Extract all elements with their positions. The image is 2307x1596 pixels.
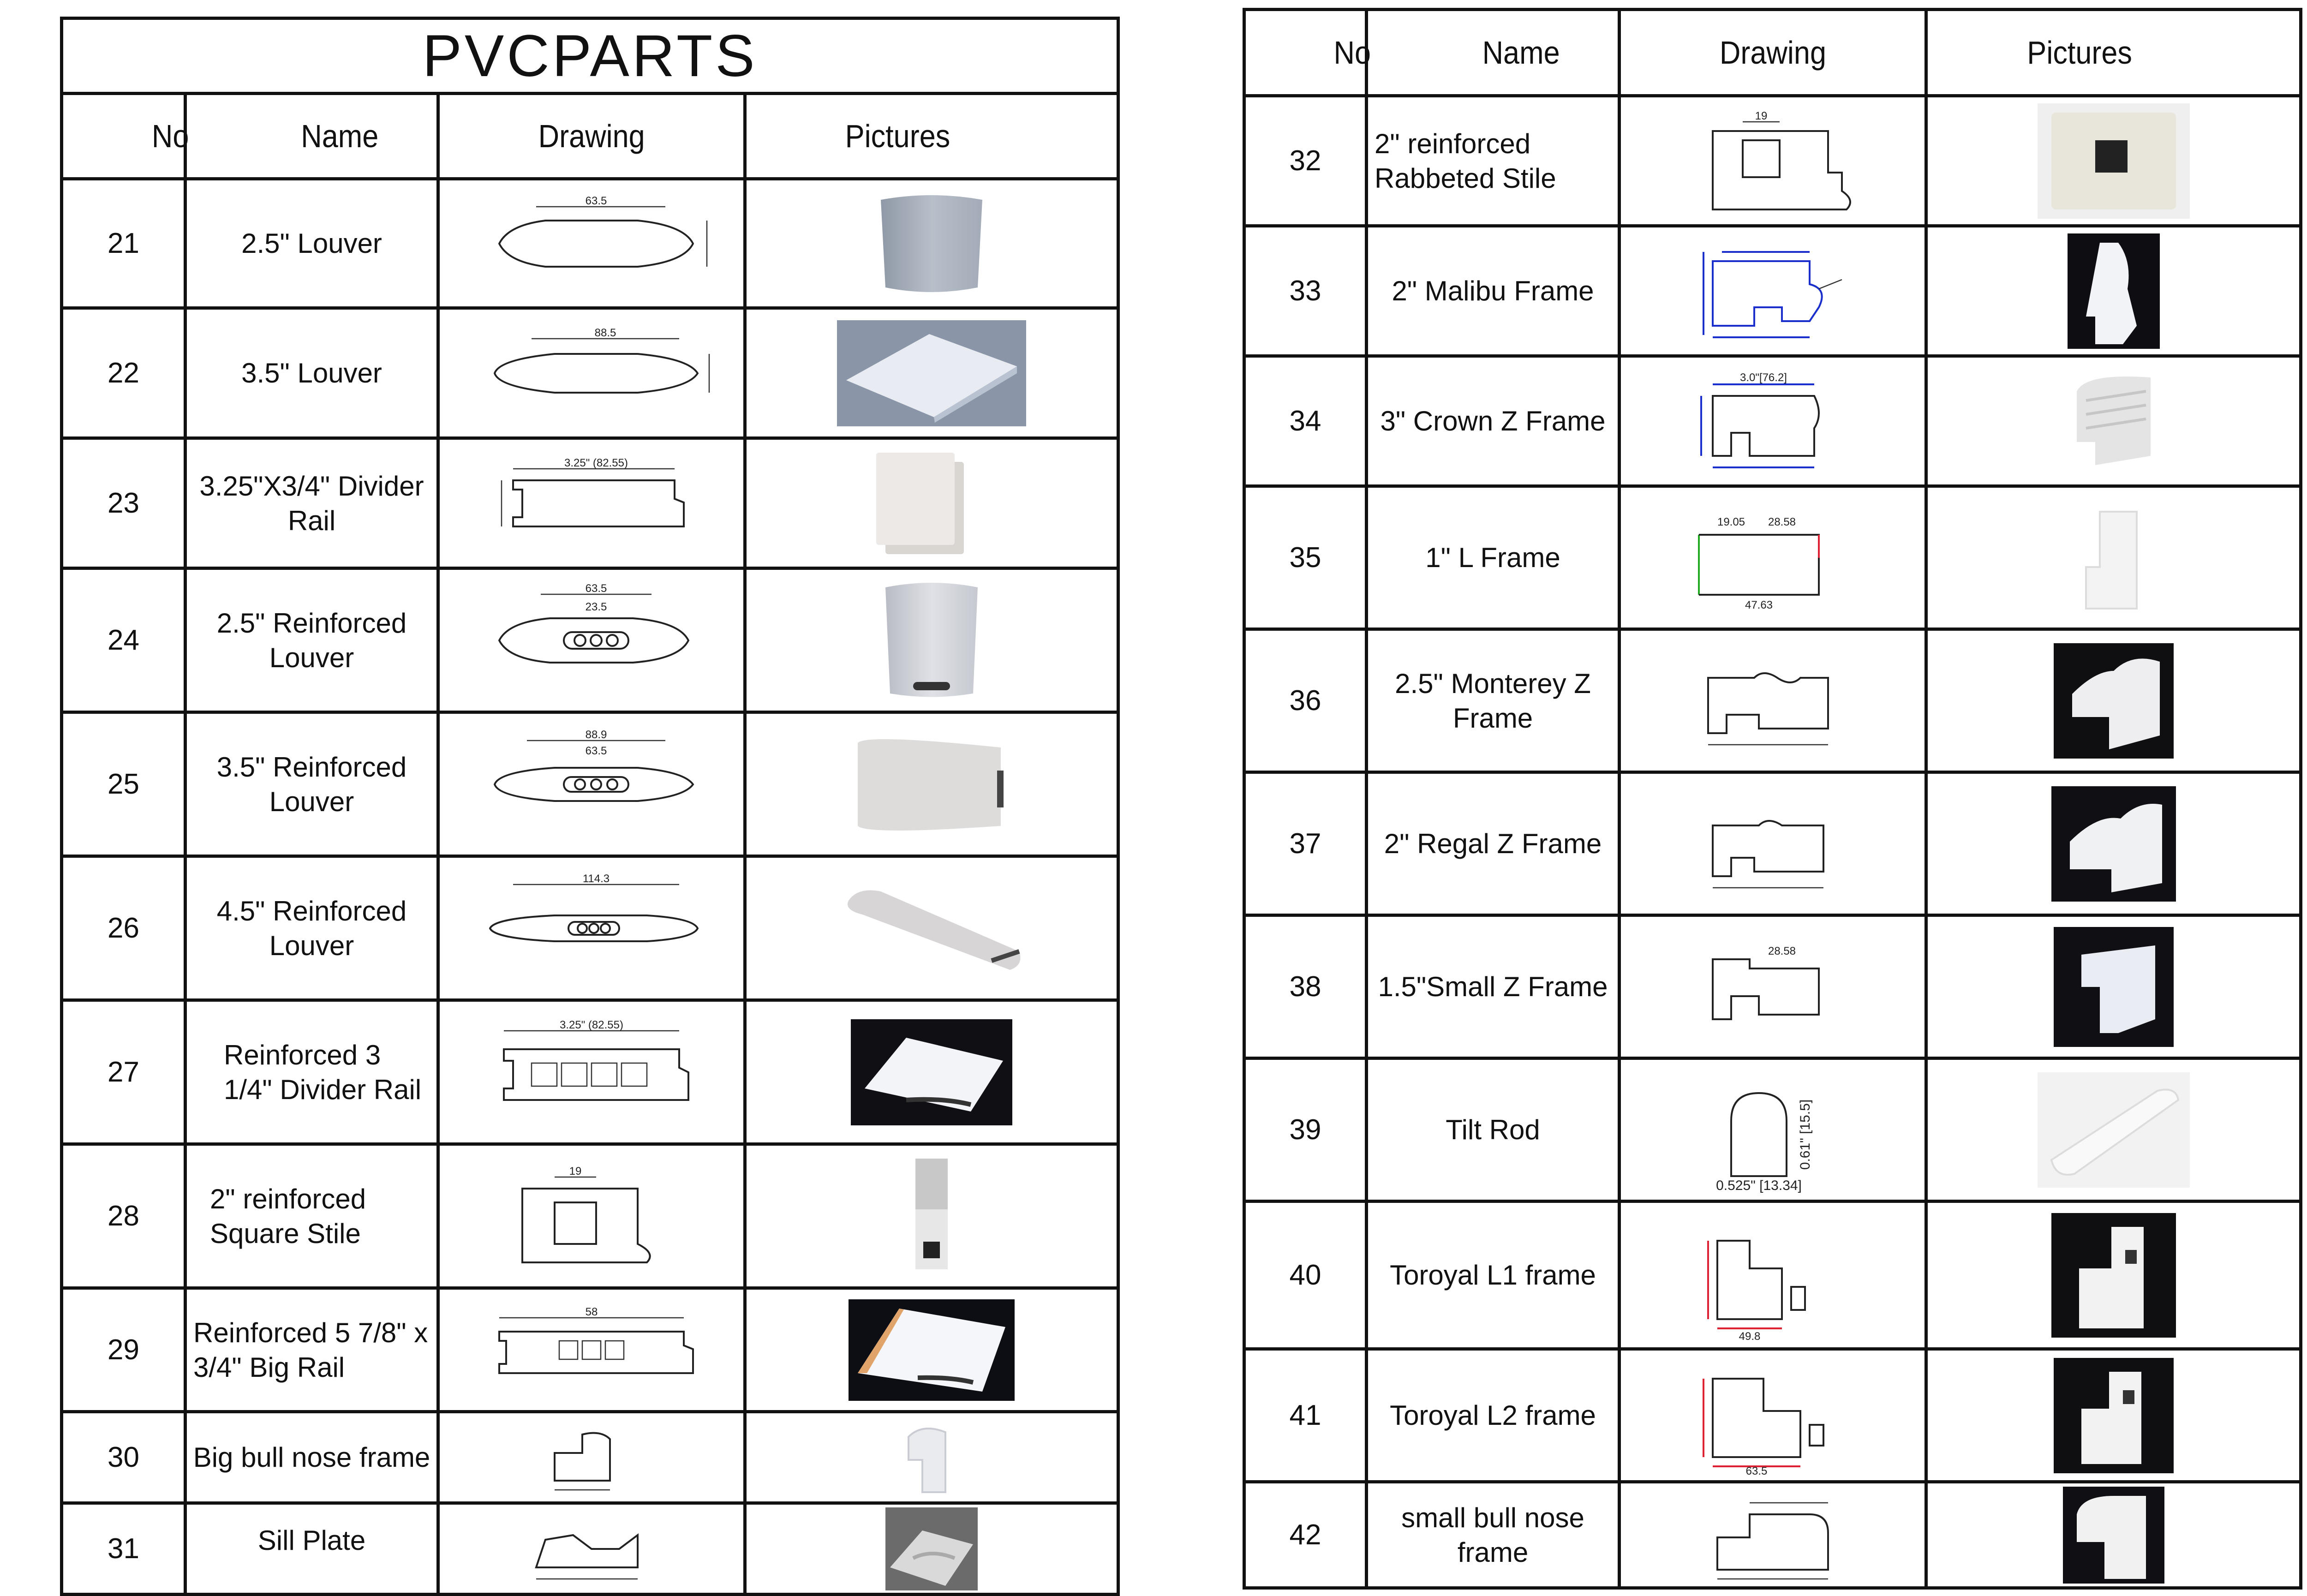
part-number: 28 <box>62 1144 185 1288</box>
header-pictures: Pictures <box>1911 10 2248 96</box>
part-number: 29 <box>62 1288 185 1412</box>
part-name: Tilt Rod <box>1367 1058 1620 1201</box>
header-name: Name <box>226 94 453 179</box>
dimension-label: 0.61" [15.5] <box>1798 1099 1813 1170</box>
header-no: No <box>114 94 226 179</box>
table-row <box>1244 96 2301 226</box>
part-picture <box>1926 629 2301 772</box>
part-picture <box>1926 96 2301 226</box>
part-drawing <box>438 179 745 308</box>
part-picture <box>1926 1349 2301 1482</box>
part-picture <box>1926 1201 2301 1349</box>
part-number: 35 <box>1244 486 1367 629</box>
part-number: 27 <box>62 1000 185 1144</box>
dimension-label: 49.8 <box>1739 1330 1761 1342</box>
part-name: small bull nose frame <box>1367 1482 1620 1588</box>
table-row <box>1244 1201 2301 1349</box>
table-row <box>62 1412 1118 1503</box>
part-picture <box>1926 486 2301 629</box>
dimension-label: 63.5 <box>585 582 607 595</box>
part-drawing <box>438 308 745 438</box>
part-picture <box>1926 772 2301 915</box>
part-number: 36 <box>1244 629 1367 772</box>
part-number: 23 <box>62 438 185 568</box>
part-drawing <box>438 1144 745 1288</box>
table-row <box>1244 772 2301 915</box>
dimension-label: 28.58 <box>1768 515 1796 528</box>
part-picture <box>745 568 1118 712</box>
part-name: Toroyal L2 frame <box>1367 1349 1620 1482</box>
part-number: 24 <box>62 568 185 712</box>
part-name: Toroyal L1 frame <box>1367 1201 1620 1349</box>
part-name: 1.5"Small Z Frame <box>1367 915 1620 1058</box>
part-name: 3.5" Reinforced Louver <box>185 712 438 856</box>
table-row <box>62 1144 1118 1288</box>
part-drawing <box>1620 96 1926 226</box>
table-row <box>62 1288 1118 1412</box>
part-number: 33 <box>1244 226 1367 356</box>
dimension-label: 0.525" [13.34] <box>1716 1178 1802 1193</box>
left-parts-table <box>60 17 1120 1596</box>
dimension-label: 88.9 <box>585 728 607 741</box>
dimension-label: 19 <box>1755 109 1768 122</box>
header-no: No <box>1297 10 1407 96</box>
part-drawing <box>1620 226 1926 356</box>
header-name: Name <box>1407 10 1635 96</box>
table-row <box>62 1000 1118 1144</box>
table-row <box>1244 915 2301 1058</box>
part-drawing <box>438 1412 745 1503</box>
part-picture <box>1926 1482 2301 1588</box>
part-name: Big bull nose frame <box>185 1412 438 1503</box>
part-drawing <box>1620 915 1926 1058</box>
part-drawing <box>438 568 745 712</box>
part-drawing <box>1620 1482 1926 1588</box>
part-picture <box>745 856 1118 1000</box>
part-number: 26 <box>62 856 185 1000</box>
dimension-label: 3.25" (82.55) <box>560 1018 623 1031</box>
part-drawing <box>438 1288 745 1412</box>
header-pictures: Pictures <box>729 94 1065 179</box>
part-number: 41 <box>1244 1349 1367 1482</box>
part-name: 2.5" Reinforced Louver <box>185 568 438 712</box>
part-drawing <box>1620 1349 1926 1482</box>
part-drawing <box>438 1000 745 1144</box>
part-number: 30 <box>62 1412 185 1503</box>
dimension-label: 47.63 <box>1745 598 1773 611</box>
part-number: 34 <box>1244 356 1367 486</box>
part-picture <box>745 1412 1118 1503</box>
part-picture <box>745 1000 1118 1144</box>
dimension-label: 88.5 <box>594 326 616 339</box>
dimension-label: 19.05 <box>1717 515 1745 528</box>
part-picture <box>745 1144 1118 1288</box>
part-drawing <box>438 856 745 1000</box>
part-name: Reinforced 5 7/8" x 3/4" Big Rail <box>185 1288 438 1412</box>
part-number: 38 <box>1244 915 1367 1058</box>
part-drawing <box>1620 1201 1926 1349</box>
part-picture <box>1926 1058 2301 1201</box>
header-drawing: Drawing <box>1635 10 1911 96</box>
part-drawing <box>1620 1058 1926 1201</box>
part-number: 31 <box>62 1503 185 1595</box>
part-drawing <box>1620 356 1926 486</box>
dimension-label: 58 <box>585 1305 598 1318</box>
part-drawing <box>438 438 745 568</box>
part-name: 2" Regal Z Frame <box>1367 772 1620 915</box>
part-picture <box>1926 915 2301 1058</box>
part-picture <box>1926 356 2301 486</box>
part-picture <box>745 1503 1118 1595</box>
part-name: 2" Malibu Frame <box>1367 226 1620 356</box>
table-row <box>1244 356 2301 486</box>
part-name: Reinforced 3 1/4" Divider Rail <box>185 1000 438 1144</box>
part-drawing <box>1620 486 1926 629</box>
part-drawing <box>1620 772 1926 915</box>
header-drawing: Drawing <box>453 94 729 179</box>
part-picture <box>1926 226 2301 356</box>
part-name: 3.5" Louver <box>185 308 438 438</box>
part-name: 2.5" Monterey Z Frame <box>1367 629 1620 772</box>
part-picture <box>745 179 1118 308</box>
dimension-label: 63.5 <box>1745 1464 1768 1476</box>
part-number: 42 <box>1244 1482 1367 1588</box>
part-drawing <box>1620 629 1926 772</box>
part-number: 39 <box>1244 1058 1367 1201</box>
table-row <box>62 856 1118 1000</box>
table-row <box>62 438 1118 568</box>
dimension-label: 23.5 <box>585 600 607 613</box>
dimension-label: 19 <box>569 1165 582 1178</box>
part-picture <box>745 308 1118 438</box>
table-row <box>1244 1482 2301 1588</box>
table-row <box>1244 1349 2301 1482</box>
part-picture <box>745 438 1118 568</box>
part-drawing <box>438 712 745 856</box>
dimension-label: 63.5 <box>585 194 607 207</box>
page-title: PVCPARTS <box>62 18 1118 94</box>
table-row <box>62 1503 1118 1595</box>
table-row <box>1244 1058 2301 1201</box>
part-drawing <box>438 1503 745 1595</box>
part-number: 40 <box>1244 1201 1367 1349</box>
table-row <box>62 568 1118 712</box>
dimension-label: 63.5 <box>585 744 607 757</box>
part-number: 21 <box>62 179 185 308</box>
part-number: 22 <box>62 308 185 438</box>
part-name: 3.25"X3/4" Divider Rail <box>185 438 438 568</box>
part-picture <box>745 1288 1118 1412</box>
part-number: 37 <box>1244 772 1367 915</box>
part-name: 2" reinforced Rabbeted Stile <box>1367 96 1620 226</box>
part-number: 32 <box>1244 96 1367 226</box>
part-name: 3" Crown Z Frame <box>1367 356 1620 486</box>
table-row <box>1244 629 2301 772</box>
table-row <box>62 179 1118 308</box>
part-name: Sill Plate <box>185 1503 438 1595</box>
part-picture <box>745 712 1118 856</box>
table-row <box>62 712 1118 856</box>
table-row <box>62 308 1118 438</box>
table-row <box>1244 226 2301 356</box>
part-name: 2" reinforced Square Stile <box>185 1144 438 1288</box>
part-name: 1" L Frame <box>1367 486 1620 629</box>
dimension-label: 28.58 <box>1768 944 1796 957</box>
dimension-label: 3.25" (82.55) <box>564 456 628 469</box>
right-parts-table <box>1243 8 2302 1590</box>
part-number: 25 <box>62 712 185 856</box>
table-row <box>1244 486 2301 629</box>
dimension-label: 114.3 <box>582 872 610 885</box>
dimension-label: 3.0"[76.2] <box>1740 371 1787 384</box>
part-name: 2.5" Louver <box>185 179 438 308</box>
part-name: 4.5" Reinforced Louver <box>185 856 438 1000</box>
